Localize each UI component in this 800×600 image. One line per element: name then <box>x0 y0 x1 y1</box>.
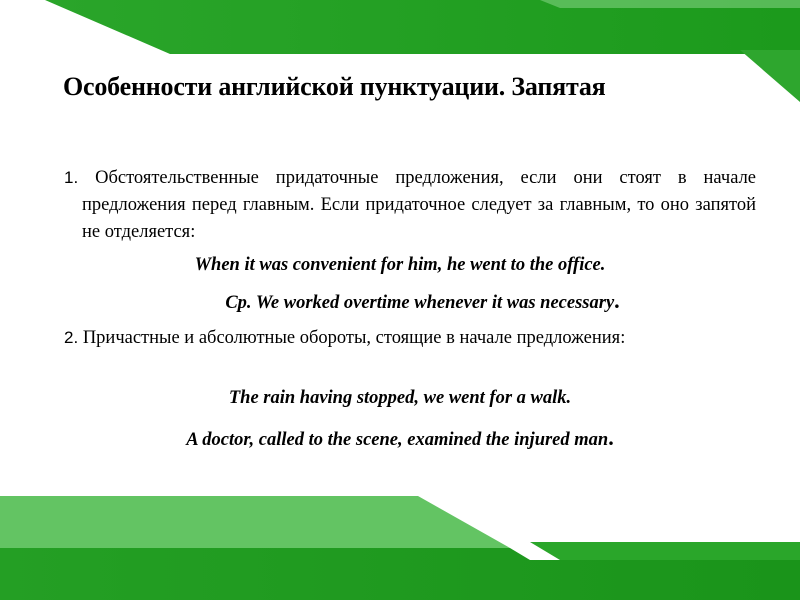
top-light-stripe <box>540 0 800 8</box>
rule-1 <box>64 164 756 246</box>
rule-2 <box>64 324 642 352</box>
rule-1-text: Обстоятельственные придаточные предложения, если они стоят в начале предложения перед главным. Если придаточное следует за главным, то оно запятой не отделяется: <box>82 168 757 242</box>
bottom-right-band <box>530 542 800 560</box>
example-2-text: Cp. We worked overtime whenever it was necessary <box>225 293 615 313</box>
rule-2-number: 2. <box>64 328 79 347</box>
example-2-period: . <box>614 288 620 313</box>
example-4-period: . <box>608 425 614 450</box>
rule-2-text: Причастные и абсолютные обороты, стоящие в начале предложения: <box>82 328 626 348</box>
example-4 <box>0 425 800 451</box>
right-green-wedge <box>740 50 800 102</box>
rule-1-number: 1. <box>64 168 79 187</box>
bottom-light-band <box>0 496 510 548</box>
page-title: Особенности английской пунктуации. Запятая <box>63 72 606 101</box>
example-3: The rain having stopped, we went for a walk. <box>228 388 572 408</box>
top-green-band <box>45 0 800 54</box>
example-2 <box>0 288 800 314</box>
example-1: When it was convenient for him, he went to the office. <box>194 255 606 275</box>
example-4-text: A doctor, called to the scene, examined the injured man <box>186 430 609 450</box>
